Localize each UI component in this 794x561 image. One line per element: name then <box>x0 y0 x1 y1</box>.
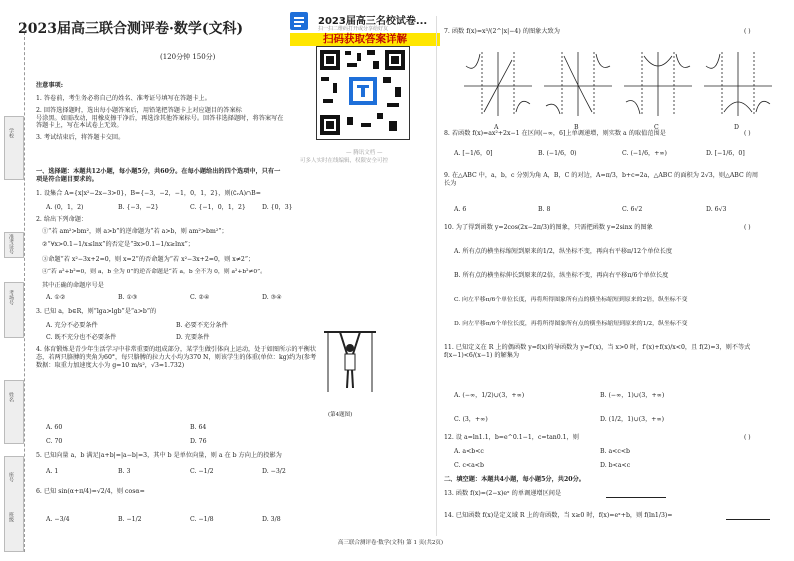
option-a: A. (−∞，1/2)∪(3，+∞) <box>454 392 525 399</box>
option-d: D. {0，3} <box>262 204 293 211</box>
statement: ②“∀x>0.1−1/x≤lnx”的否定是“∃x>0.1−1/x≥lnx”； <box>42 241 194 248</box>
statement: ④“若 a²+b²=0，则 a，b 全为 0”的逆否命题是“若 a，b 全不为 0，则 a²+b²≠0”。 <box>42 269 267 275</box>
question-8: 8. 若函数 f(x)=ax²+2x−1 在区间(−∞，6]上单调递增，则实数 a 的取值范围是 <box>444 130 666 137</box>
pullup-figure <box>322 326 378 408</box>
option-b: B. ①③ <box>118 294 138 301</box>
option-c: C. ②④ <box>190 294 210 301</box>
question-2: 2. 给出下列命题： <box>36 216 88 223</box>
option-d: D. (1/2，1)∪(3，+∞) <box>600 416 665 423</box>
graph-label-b: B <box>574 124 579 131</box>
strip-label: 考场号 <box>8 290 14 305</box>
option-d: D. 6√3 <box>706 206 727 213</box>
option-a: A. 1 <box>46 468 59 475</box>
option-a: A. −3/4 <box>46 516 70 523</box>
strip-cell <box>4 116 24 180</box>
statement: ③命题“若 x²−3x+2=0，则 x=2”的否命题为“若 x²−3x+2=0，则 x≠2”； <box>42 256 255 263</box>
note-item: 号涂黑。如需改动，用橡皮擦干净后，再选涂其他答案标号。回答非选择题时，将答案写在答题卡上，写在本试卷上无效。 <box>36 114 284 130</box>
option-a: A. 所有点的横坐标缩短到原来的1/2，纵坐标不变，再向右平移π/12个单位长度 <box>454 248 673 255</box>
section-two-heading: 二、填空题：本题共4小题，每小题5分，共20分。 <box>444 476 585 483</box>
question-11: 11. 已知定义在 R 上的偶函数 y=f(x)的导函数为 y=f′(x)，当 x>0 时，f′(x)+f(x)/x<0，且 f(2)=3，则不等式 f(x−1)<6/(x−1) 的解集为 <box>444 344 751 359</box>
option-c: C. (−1/6，+∞) <box>622 150 667 157</box>
strip-label: 姓名 <box>8 392 14 402</box>
doc-icon <box>290 12 308 30</box>
notes-list <box>36 95 286 142</box>
note-item: 3. 考试结束后，将答题卡交回。 <box>36 134 125 141</box>
option-d: D. 充要条件 <box>176 334 210 341</box>
graph-label-d: D <box>734 124 739 131</box>
promo-banner: 扫码获取答案详解 <box>290 33 440 46</box>
option-a: A. [−1/6，0] <box>454 150 493 157</box>
option-d: D. [−1/6，0] <box>706 150 745 157</box>
option-b: B. 64 <box>190 424 207 431</box>
answer-paren: ( ) <box>744 434 751 441</box>
option-a: A. a<b<c <box>454 448 484 455</box>
strip-label: 班级 <box>8 512 14 522</box>
answer-paren: ( ) <box>744 28 751 35</box>
question-5: 5. 已知向量 a，b 满足|a+b|=|a−b|=3，其中 b 是单位向量，则 a 在 b 方向上的投影为 <box>36 452 282 459</box>
strip-label: 准考证号 <box>8 234 14 254</box>
promo-title: 2023届高三名校试卷... <box>318 16 428 27</box>
section-one-heading: 一、选择题：本题共12小题，每小题5分，共60分。在每小题给出的四个选项中，只有一项是符合题目要求的。 <box>36 168 281 183</box>
question-1: 1. 设集合 A={x|x²−2x−3>0}，B={−3，−2，−1，0，1，2}，则(∁ᵣA)∩B= <box>36 190 261 197</box>
option-a: A. (0，1，2) <box>46 204 84 211</box>
qr-code[interactable] <box>316 46 410 140</box>
question-13: 13. 函数 f(x)=(2−x)eˣ 的单调递增区间是 <box>444 490 562 497</box>
graph-label-c: C <box>654 124 659 131</box>
option-d: D. b<a<c <box>600 462 631 469</box>
promo-subtitle: 扫一扫二维码打开或分享给好友 <box>318 26 389 32</box>
question-12: 12. 设 a=ln1.1，b=e^0.1−1，c=tan0.1，则 <box>444 434 579 441</box>
option-c: C. {−1，0，1，2} <box>190 204 246 211</box>
option-a: A. 60 <box>46 424 63 431</box>
option-b: B. (−1/6，0) <box>538 150 577 157</box>
answer-paren: ( ) <box>744 130 751 137</box>
option-a: A. ①② <box>46 294 66 301</box>
option-b: B. 8 <box>538 206 551 213</box>
option-c: C. 向左平移π/6个单位长度，再将所得图象所有点的横坐标缩短到原来的2倍，纵坐标不变 <box>454 297 688 303</box>
option-d: D. ③④ <box>262 294 282 301</box>
option-c: C. (3，+∞) <box>454 416 488 423</box>
strip-label: 座号 <box>8 472 14 482</box>
option-d: D. 3/8 <box>262 516 281 523</box>
q7-graphs <box>460 46 780 122</box>
answer-paren: ( ) <box>744 224 751 231</box>
option-c: C. −1/2 <box>190 468 214 475</box>
question-14: 14. 已知函数 f(x)是定义域 R 上的奇函数，当 x≥0 时，f(x)=eˣ+b，则 f(ln1/3)= <box>444 512 673 519</box>
question-4: 4. 体育锻炼是青少年生活学习中非常重要的组成部分，某学生做引体向上运动，处于如图所示的平衡状态，若两只胳膊的夹角为60°，每只胳膊的拉力大小均为370 N，则该学生的体重(单位：kg)约为(参考数据：取重力加速度大小为 g=10 m/s²，√3≈1.732) <box>36 346 317 369</box>
option-d: D. 76 <box>190 438 207 445</box>
strip-cell <box>4 456 24 552</box>
question-10: 10. 为了得到函数 y=2cos(2x−2π/3)的图象，只需把函数 y=2sinx 的图象 <box>444 224 653 231</box>
strip-cell <box>4 380 24 444</box>
option-c: C. c<a<b <box>454 462 484 469</box>
answer-blank[interactable] <box>606 497 666 498</box>
answer-blank[interactable] <box>726 519 770 520</box>
strip-label: 学校 <box>8 128 14 138</box>
option-a: A. 充分不必要条件 <box>46 322 98 329</box>
statement: 其中正确的命题序号是 <box>42 282 104 289</box>
question-7: 7. 函数 f(x)=x³/(2^|x|−4) 的图象大致为 <box>444 28 560 35</box>
option-b: B. {−3，−2} <box>118 204 159 211</box>
column-divider <box>436 16 437 536</box>
question-6: 6. 已知 sin(α+π/4)=√2/4，则 cosα= <box>36 488 145 495</box>
exam-duration: (120分钟 150分) <box>160 53 216 61</box>
option-b: B. (−∞，1)∪(3，+∞) <box>600 392 665 399</box>
watermark-title: — 腾讯文档 — <box>346 150 383 156</box>
statement: ①“若 am²>bm²，则 a>b”的逆命题为“若 a>b，则 am²>bm²”； <box>42 228 228 235</box>
question-9: 9. 在△ABC 中，a，b，c 分别为角 A，B，C 的对边，A=π/3，b+c=2a，△ABC 的面积为 2√3，则△ABC 的周长为 <box>444 172 759 187</box>
option-c: C. 70 <box>46 438 63 445</box>
note-item: 2. 回答选择题时，选出每小题答案后，用铅笔把答题卡上对应题目的答案标 <box>36 106 242 114</box>
option-c: C. 6√2 <box>622 206 643 213</box>
page-footer: 高三联合测评卷·数学(文科) 第 1 页(共2页) <box>338 540 444 546</box>
option-d: D. −3/2 <box>262 468 286 475</box>
notes-heading: 注意事项: <box>36 82 64 89</box>
option-c: C. 既不充分也不必要条件 <box>46 334 117 341</box>
option-b: B. 3 <box>118 468 131 475</box>
option-b: B. a<c<b <box>600 448 630 455</box>
option-c: C. −1/8 <box>190 516 214 523</box>
question-3: 3. 已知 a，b∈R，则“lga>lgb”是“a>b”的 <box>36 308 157 315</box>
option-b: B. 所有点的横坐标伸长到原来的2倍，纵坐标不变，再向右平移π/6个单位长度 <box>454 272 669 279</box>
option-d: D. 向左平移π/6个单位长度，再将所得图象所有点的横坐标缩短到原来的1/2，纵坐标不变 <box>454 321 688 327</box>
note-item: 1. 答卷前，考生务必将自己的姓名、准考证号填写在答题卡上。 <box>36 95 211 102</box>
option-b: B. −1/2 <box>118 516 142 523</box>
option-b: B. 必要不充分条件 <box>176 322 228 329</box>
binding-strip <box>4 22 25 552</box>
figure-caption: (第4题图) <box>328 412 353 418</box>
page-title: 2023届高三联合测评卷·数学(文科) <box>18 21 244 37</box>
watermark-subtitle: 可多人实时在线编辑，权限安全可控 <box>300 158 389 164</box>
option-a: A. 6 <box>454 206 467 213</box>
graph-label-a: A <box>494 124 499 131</box>
